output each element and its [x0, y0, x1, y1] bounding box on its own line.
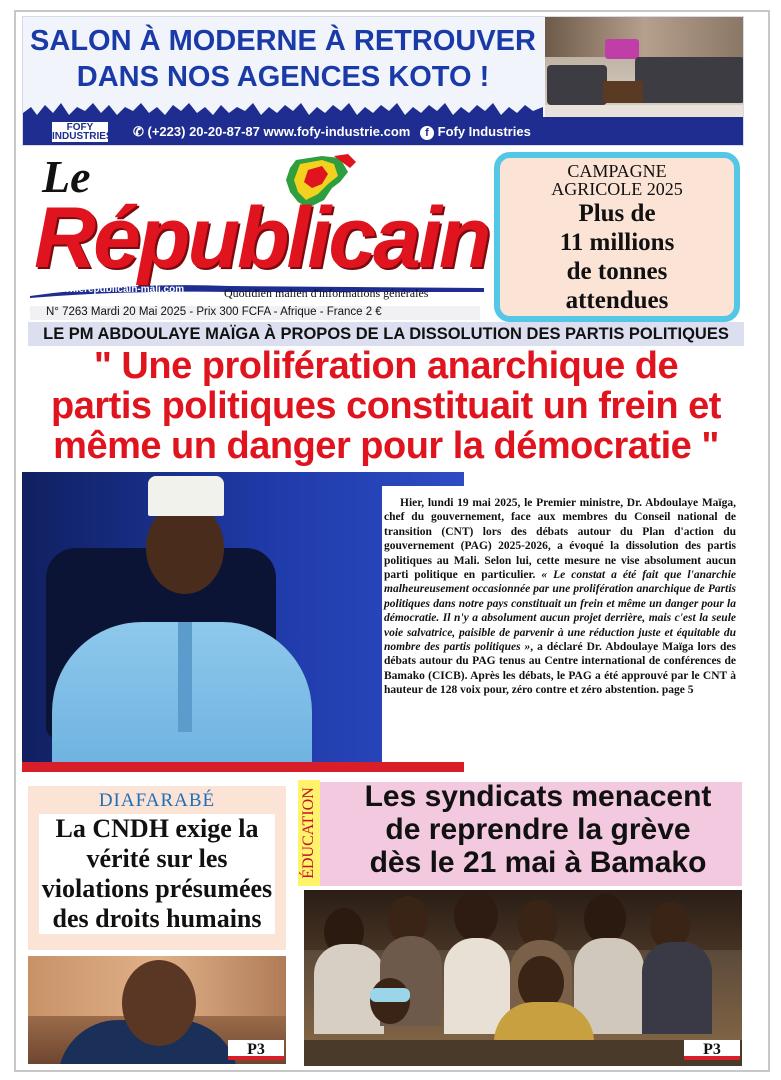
lead-headline-line1: " Une prolifération anarchique de	[93, 345, 679, 387]
education-section-text: ÉDUCATION	[298, 780, 320, 886]
facebook-icon: f	[420, 126, 434, 140]
ad-headline-line2: DANS NOS AGENCES KOTO !	[76, 61, 490, 93]
education-section-label	[294, 780, 324, 890]
diafarabe-headline	[39, 814, 275, 934]
campaign-kicker-line1: CAMPAGNE	[567, 161, 667, 181]
lead-body-outro: , a déclaré Dr. Abdoulaye Maïga lors des débats autour du PAG tenus au Centre international de conférences de Bamako (CICB). Après les débats, le PAG a été approuvé par le CNT à hauteur de 128 voix pour, zéro contre et zéro abstention. page 5	[384, 641, 736, 697]
syndicats-head-line2: de reprendre la grève	[385, 813, 691, 846]
diafarabe-page-number[interactable]: P3	[228, 1040, 284, 1060]
diafarabe-head-line4: des droits humains	[52, 904, 262, 933]
lead-kicker: LE PM ABDOULAYE MAÏGA À PROPOS DE LA DISSOLUTION DES PARTIS POLITIQUES	[28, 322, 744, 346]
issue-line: N° 7263 Mardi 20 Mai 2025 - Prix 300 FCFA - Afrique - France 2 €	[46, 306, 382, 318]
sofa-photo	[545, 17, 744, 117]
fofy-logo: FOFY INDUSTRIES	[52, 122, 113, 142]
ad-headline	[23, 23, 543, 95]
campaign-head-line2: 11 millions	[559, 229, 675, 256]
diafarabe-head-line2: vérité sur les	[86, 844, 228, 873]
phone-icon: ✆	[133, 124, 148, 139]
lead-headline[interactable]	[26, 346, 746, 466]
campaign-head-line3: de tonnes	[566, 258, 668, 285]
campaign-kicker-line2: AGRICOLE 2025	[551, 179, 683, 199]
ad-headline-line1: SALON À MODERNE À RETROUVER	[30, 25, 536, 57]
lead-body-intro: Hier, lundi 19 mai 2025, le Premier ministre, Dr. Abdoulaye Maïga, chef du gouvernement, face aux membres du Conseil national de transition (CNT) lors des débats autour du Plan d'action du gouvernement (PAG) 2025-2026, a évoqué la dissolution des partis politiques au Mali. Selon lui, cette mesure ne vise absolument aucun parti politique en particulier.	[384, 497, 736, 582]
campaign-teaser[interactable]	[494, 152, 740, 322]
masthead-url[interactable]: www.lerepublicain-mali.com	[50, 284, 185, 295]
campaign-head-line4: attendues	[565, 287, 669, 314]
lead-body-quote: « Le constat a été fait que l'anarchie malheureusement occasionnée par une prolifération anarchique de Partis politiques dans notre pays constituait un frein et même un danger pour la démocratie. Il n'y a absolument aucun projet derrière, mais c'est la seule voie salvatrice, paisible de parvenir à une réduction juste et équitable du nombre des partis politiques »	[384, 569, 736, 654]
diafarabe-head-line1: La CNDH exige la	[55, 814, 259, 843]
diafarabe-head-line3: violations présumées	[41, 874, 273, 903]
syndicats-headline[interactable]	[336, 780, 740, 879]
masthead	[28, 150, 488, 305]
syndicats-page-number[interactable]: P3	[684, 1040, 740, 1060]
syndicats-photo	[304, 890, 742, 1066]
syndicats-head-line1: Les syndicats menacent	[364, 780, 712, 813]
lead-article	[384, 496, 736, 698]
masthead-name: Républicain	[34, 190, 489, 286]
masthead-le: Le	[42, 151, 91, 202]
diafarabe-kicker: DIAFARABÉ	[98, 790, 216, 811]
ad-banner[interactable]	[22, 16, 744, 146]
lead-headline-line3: même un danger pour la démocratie "	[53, 425, 719, 467]
ad-facebook-text: Fofy Industries	[437, 124, 531, 139]
campaign-head-line1: Plus de	[578, 200, 656, 227]
ad-contact-text: (+223) 20-20-87-87 www.fofy-industrie.com	[147, 124, 411, 139]
lead-headline-line2: partis politiques constituait un frein et	[51, 385, 721, 427]
masthead-tagline: Quotidien malien d'informations générales	[224, 286, 429, 300]
ad-contact	[133, 124, 531, 140]
diafarabe-teaser[interactable]	[28, 786, 286, 950]
syndicats-head-line3: dès le 21 mai à Bamako	[369, 846, 707, 879]
